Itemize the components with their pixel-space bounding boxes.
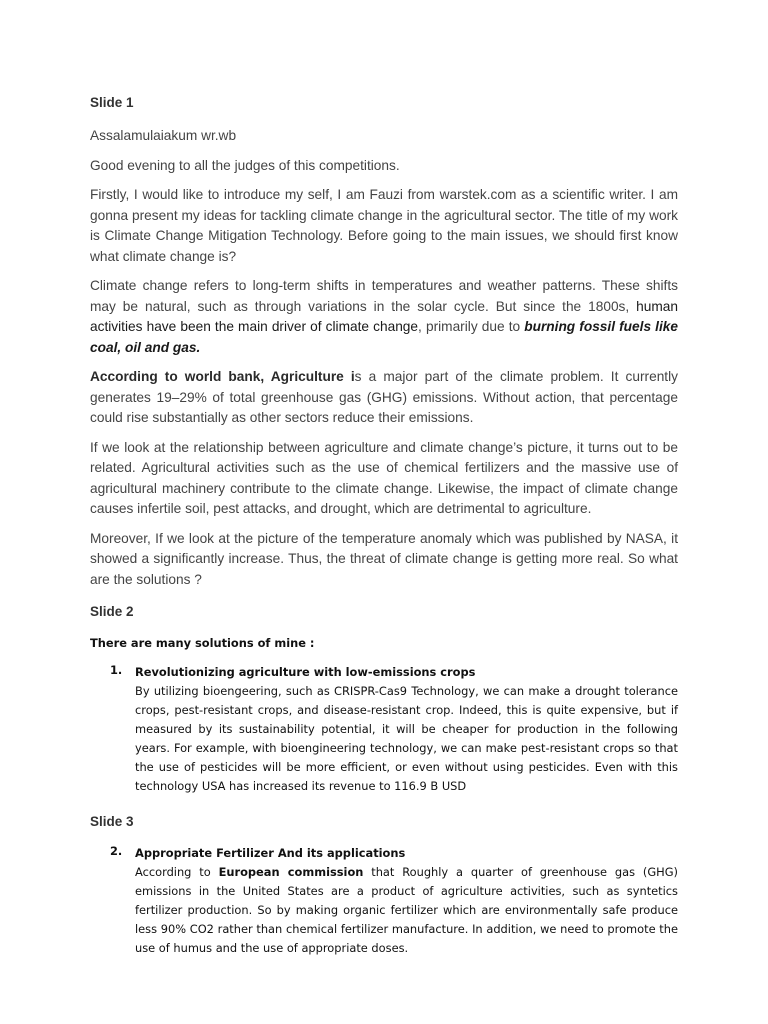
relationship-paragraph: If we look at the relationship between agriculture and climate change’s picture, it turns out to be related. Agricultural activities such as the use of chemical fertilizers and the massive use of agricultural machinery contribute to the climate change. Likewise, the impact of climate change causes infertile soil, pest attacks, and drought, which are detrimental to agriculture. bbox=[90, 439, 678, 516]
list-number-1: 1. bbox=[110, 663, 123, 677]
list-title-2: Appropriate Fertilizer And its applications bbox=[135, 846, 406, 860]
slide-3-heading: Slide 3 bbox=[90, 814, 134, 829]
cc-text-bold-italic: burning fossil fuels like coal, oil and gas. bbox=[90, 319, 679, 355]
list-text-2-bold: European commission bbox=[218, 865, 364, 879]
world-bank-paragraph bbox=[90, 367, 678, 429]
list-title-1: Revolutionizing agriculture with low-emissions crops bbox=[135, 665, 476, 679]
world-bank-text: s a major part of the climate problem. It currently generates 19–29% of total greenhouse gas (GHG) emissions. Without action, that percentage could rise substantially as other sectors reduce their emissions. bbox=[90, 369, 678, 425]
list-number-2: 2. bbox=[110, 844, 123, 858]
list-item-1 bbox=[90, 663, 678, 796]
list-text-1: By utilizing bioengeering, such as CRISPR-Cas9 Technology, we can make a drought tolerance crops, pest-resistant crops, and disease-resistant crop. Indeed, this is quite expensive, but if measured by its sustainability potential, it will be cheaper for production in the following years. For example, with bioengineering technology, we can make pest-resistant crops so that the use of pesticides will be more efficient, or even without using pesticides. Even with this technology USA has increased its revenue to 116.9 B USD bbox=[135, 684, 678, 793]
document-body bbox=[90, 93, 678, 974]
list-text-2 bbox=[135, 863, 678, 958]
list-item-2 bbox=[90, 844, 678, 958]
world-bank-bold: According to world bank, Agriculture i bbox=[90, 369, 355, 384]
cc-text-3: , primarily due to bbox=[418, 319, 525, 334]
slide-1-heading: Slide 1 bbox=[90, 95, 134, 110]
greeting-paragraph: Assalamulaiakum wr.wb bbox=[90, 128, 237, 143]
evening-paragraph: Good evening to all the judges of this competitions. bbox=[90, 157, 400, 173]
climate-change-paragraph bbox=[90, 276, 678, 358]
slide-2-heading: Slide 2 bbox=[90, 604, 134, 619]
list-text-2c: that Roughly a quarter of greenhouse gas (GHG) emissions in the United States are a product of agriculture activities, such as syntetics fertilizer production. So by making organic fertilizer which are environmentally safe produce less 90% CO2 rather than chemical fertilizer manufacture. In addition, we need to promote the use of humus and the use of appropriate doses. bbox=[135, 865, 679, 955]
cc-text-highlight: human activities have been the main driver of climate change bbox=[90, 298, 678, 334]
list-text-2a: According to bbox=[135, 865, 219, 879]
solutions-intro: There are many solutions of mine : bbox=[90, 636, 315, 650]
nasa-paragraph: Moreover, If we look at the picture of the temperature anomaly which was published by NASA, it showed a significantly increase. Thus, the threat of climate change is getting more real. So what are the solutions ? bbox=[90, 530, 678, 587]
intro-paragraph: Firstly, I would like to introduce my self, I am Fauzi from warstek.com as a scientific writer. I am gonna present my ideas for tackling climate change in the agricultural sector. The title of my work is Climate Change Mitigation Technology. Before going to the main issues, we should first know what climate change is? bbox=[90, 187, 678, 264]
cc-text-1: Climate change refers to long-term shifts in temperatures and weather patterns. These shifts may be natural, such as through variations in the solar cycle. But since the 1800s, bbox=[90, 278, 678, 314]
